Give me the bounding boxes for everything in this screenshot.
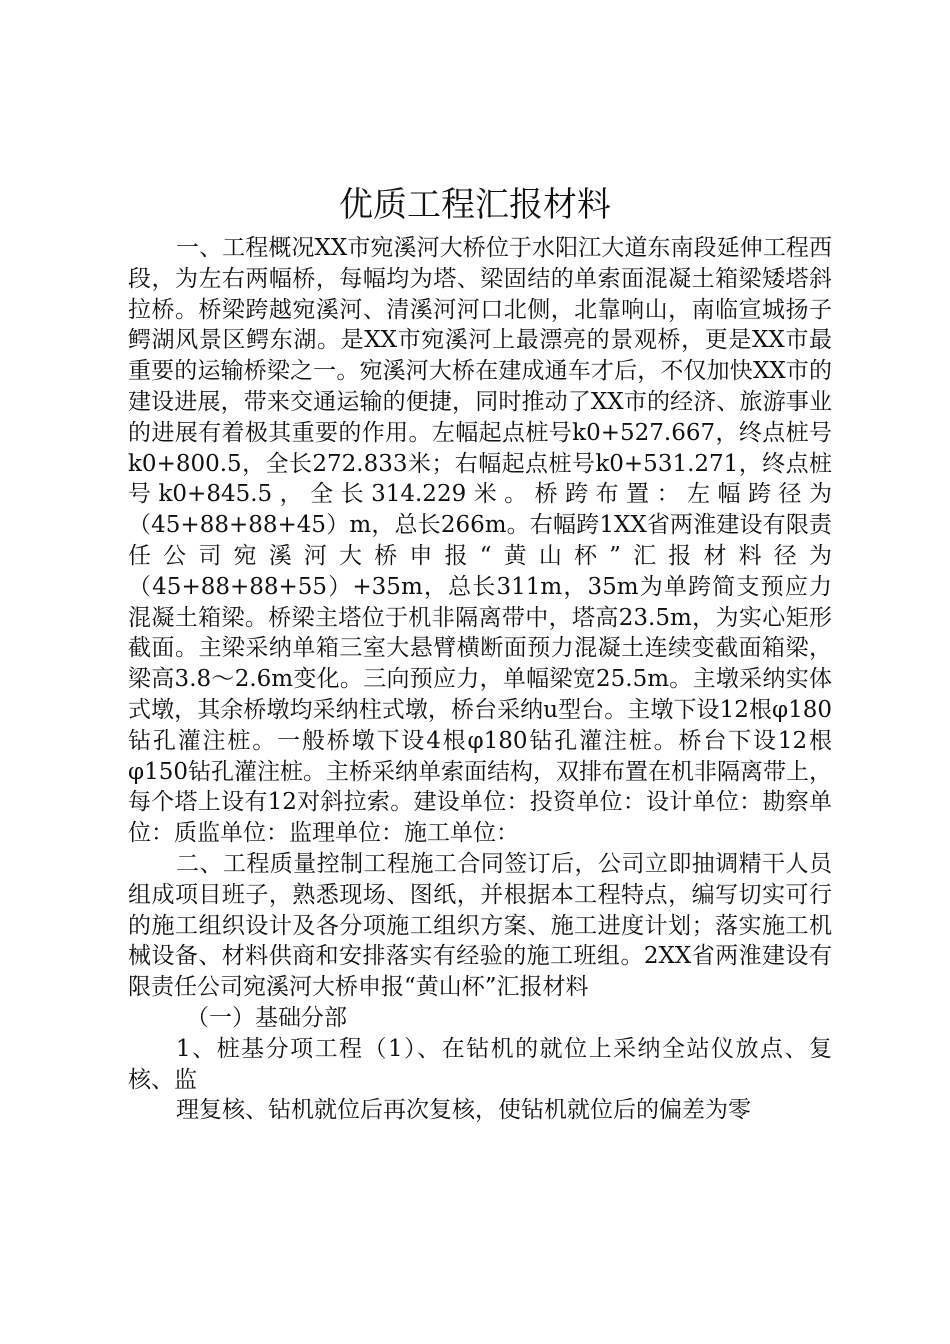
paragraph-quality-control: 二、工程质量控制工程施工合同签订后，公司立即抽调精干人员组成项目班子，熟悉现场、图纸，并根据本工程特点，编写切实可行的施工组织设计及各分项施工组织方案、施工进度计划；落实施工机械设备、材料供商和安排落实有经验的施工班组。2XX省两淮建设有限责任公司宛溪河大桥申报“黄山杯”汇报材料 [128, 850, 832, 1001]
document-title: 优质工程汇报材料 [339, 185, 611, 225]
section-heading-foundation: （一）基础分部 [186, 1004, 347, 1031]
paragraph-pile-foundation: 1、桩基分项工程（1）、在钻机的就位上采纳全站仪放点、复核、监 [128, 1035, 832, 1093]
document-body [128, 233, 832, 1126]
paragraph-project-overview: 一、工程概况XX市宛溪河大桥位于水阳江大道东南段延伸工程西段，为左右两幅桥，每幅均为塔、梁固结的单索面混凝土箱梁矮塔斜拉桥。桥梁跨越宛溪河、清溪河河口北侧，北靠响山，南临宣城扬子鳄湖风景区鳄东湖。是XX市宛溪河上最漂亮的景观桥，更是XX市最重要的运输桥梁之一。宛溪河大桥在建成通车才后，不仅加快XX市的建设进展，带来交通运输的便捷，同时推动了XX市的经济、旅游事业的进展有着极其重要的作用。左幅起点桩号k0+527.667，终点桩号k0+800.5，全长272.833米；右幅起点桩号k0+531.271，终点桩号k0+845.5，全长314.229米。桥跨布置：左幅跨径为（45+88+88+45）m，总长266m。右幅跨1XX省两淮建设有限责任公司宛溪河大桥申报“黄山杯”汇报材料径为（45+88+88+55）+35m，总长311m，35m为单跨简支预应力混凝土箱梁。桥梁主塔位于机非隔离带中，塔高23.5m，为实心矩形截面。主梁采纳单箱三室大悬臂横断面预力混凝土连续变截面箱梁，梁高3.8～2.6m变化。三向预应力，单幅梁宽25.5m。主墩采纳实体式墩，其余桥墩均采纳柱式墩，桥台采纳u型台。主墩下设12根φ180钻孔灌注桩。一般桥墩下设4根φ180钻孔灌注桩。桥台下设12根φ150钻孔灌注桩。主桥采纳单索面结构，双排布置在机非隔离带上，每个塔上设有12对斜拉索。建设单位：投资单位：设计单位：勘察单位：质监单位：监理单位：施工单位： [128, 235, 833, 847]
paragraph-rig-positioning: 理复核、钻机就位后再次复核，使钻机就位后的偏差为零 [176, 1097, 751, 1124]
